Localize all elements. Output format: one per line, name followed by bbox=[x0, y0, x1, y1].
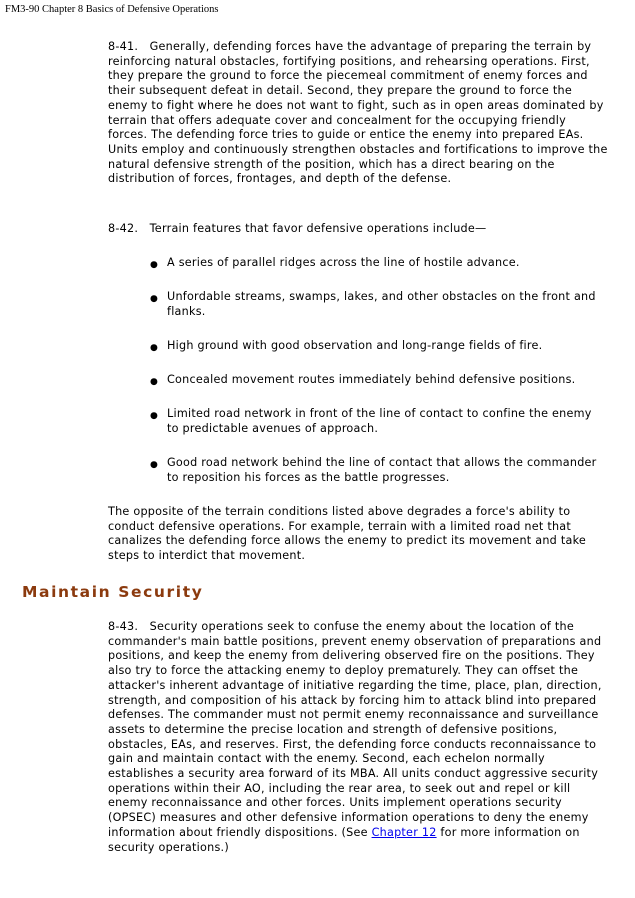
chapter-12-link[interactable]: Chapter 12 bbox=[371, 825, 437, 839]
list-item-text: A series of parallel ridges across the line of hostile advance. bbox=[167, 256, 520, 269]
paragraph-number: 8-42. bbox=[108, 222, 139, 235]
list-item bbox=[150, 339, 606, 356]
bullet-icon: ● bbox=[150, 460, 159, 470]
paragraph-8-43 bbox=[108, 620, 608, 855]
list-item bbox=[150, 373, 606, 390]
list-item-text: Concealed movement routes immediately behind defensive positions. bbox=[167, 373, 576, 386]
list-item-text: Unfordable streams, swamps, lakes, and other obstacles on the front and flanks. bbox=[167, 290, 596, 318]
list-item-text: Good road network behind the line of contact that allows the commander to reposition his forces as the battle progresses. bbox=[167, 456, 597, 484]
bullet-icon: ● bbox=[150, 377, 159, 387]
paragraph-8-41 bbox=[108, 40, 608, 187]
paragraph-text: Security operations seek to confuse the enemy about the location of the commander's main battle positions, prevent enemy observation of preparations and positions, and keep the enemy from delivering observed fire on the positions. They also try to force the attacking enemy to deploy prematurely. They can offset the attacker's inherent advantage of initiative regarding the time, place, plan, direction, strength, and composition of his attack by forcing him to attack blind into prepared defenses. The commander must not permit enemy reconnaissance and surveillance assets to determine the precise location and strength of defensive positions, obstacles, EAs, and reserves. First, the defending force conducts reconnaissance to gain and maintain contact with the enemy. Second, each echelon normally establishes a security area forward of its MBA. All units conduct aggressive security operations within their AO, including the rear area, to seek out and repel or kill enemy reconnaissance and other forces. Units implement operations security (OPSEC) measures and other defensive information operations to deny the enemy information about friendly dispositions. bbox=[108, 620, 602, 839]
reference-suffix: for more information on security operations.) bbox=[108, 825, 580, 854]
reference-prefix: (See bbox=[341, 825, 368, 839]
list-item-text: Limited road network in front of the line of contact to confine the enemy to predictable avenues of approach. bbox=[167, 407, 592, 435]
list-item bbox=[150, 407, 606, 436]
paragraph-text: Generally, defending forces have the advantage of preparing the terrain by reinforcing natural obstacles, fortifying positions, and rehearsing operations. First, they prepare the ground to force the piecemeal commitment of enemy forces and their subsequent defeat in detail. Second, they prepare the ground to force the enemy to fight where he does not want to fight, such as in open areas dominated by terrain that offers adequate cover and concealment for the occupying friendly forces. The defending force tries to guide or entice the enemy into prepared EAs. Units employ and continuously strengthen obstacles and fortifications to improve the natural defensive strength of the position, which has a direct bearing on the distribution of forces, frontages, and depth of the defense. bbox=[108, 40, 608, 186]
bullet-icon: ● bbox=[150, 260, 159, 270]
paragraph-terrain-opposite: The opposite of the terrain conditions listed above degrades a force's ability to conduct defensive operations. For example, terrain with a limited road net that canalizes the defending force allows the enemy to predict its movement and take steps to interdict that movement. bbox=[108, 505, 587, 563]
bullet-icon: ● bbox=[150, 294, 159, 304]
paragraph-number: 8-43. bbox=[108, 620, 139, 633]
list-item-text: High ground with good observation and long-range fields of fire. bbox=[167, 339, 543, 352]
bullet-icon: ● bbox=[150, 343, 159, 353]
list-item bbox=[150, 456, 606, 485]
list-item bbox=[150, 290, 606, 319]
bullet-icon: ● bbox=[150, 411, 159, 421]
paragraph-8-42 bbox=[108, 222, 608, 237]
paragraph-text: Terrain features that favor defensive operations include— bbox=[149, 222, 487, 235]
paragraph-number: 8-41. bbox=[108, 40, 139, 53]
section-heading: Maintain Security bbox=[22, 583, 204, 601]
list-item bbox=[150, 256, 606, 273]
running-header: FM3-90 Chapter 8 Basics of Defensive Operations bbox=[5, 4, 219, 15]
